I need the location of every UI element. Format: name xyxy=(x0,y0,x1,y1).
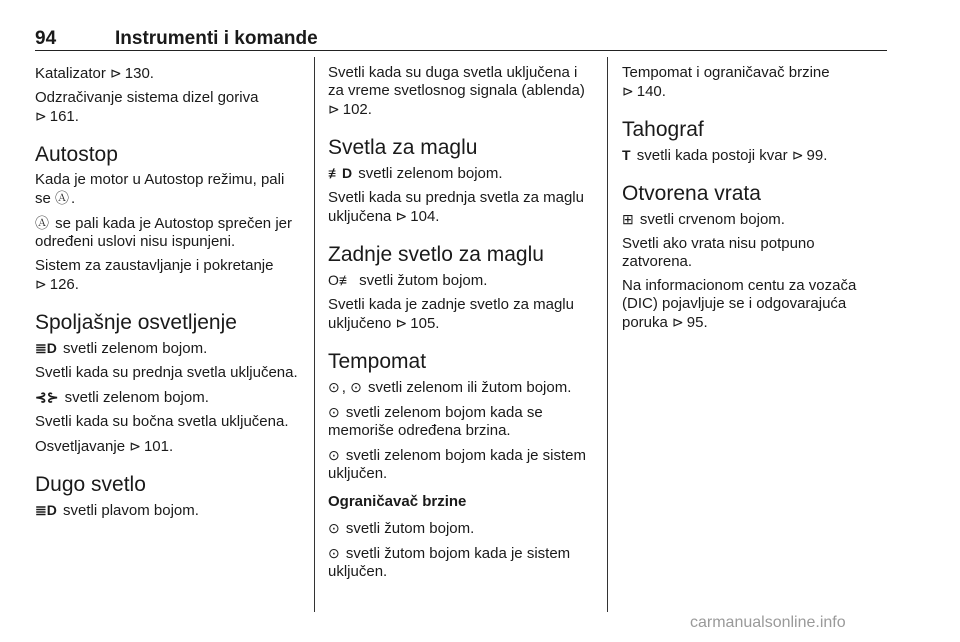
heading-autostop: Autostop xyxy=(35,143,118,166)
paragraph: ⊰⊱ svetli zelenom bojom. xyxy=(35,389,209,406)
heading-high-beam: Dugo svetlo xyxy=(35,473,146,496)
ref-arrow-icon: ⊳ xyxy=(672,314,684,330)
heading-rear-fog: Zadnje svetlo za maglu xyxy=(328,243,544,266)
page-header xyxy=(35,22,887,52)
heading-exterior-lights: Spoljašnje osvetljenje xyxy=(35,311,237,334)
column-1 xyxy=(35,64,303,526)
paragraph: ⊙ svetli zelenom bojom kada je sistem uključen. xyxy=(328,447,587,482)
heading-cruise-control: Tempomat xyxy=(328,350,427,373)
cruise-active-icon: ⊙ xyxy=(350,379,362,395)
paragraph: Na informacionom centu za vozača (DIC) pojavljuje se i odgovarajuća poruka ⊳ 95. xyxy=(622,277,857,331)
high-beam-icon: ≣D xyxy=(35,502,57,518)
column-divider xyxy=(607,57,608,612)
ref-arrow-icon: ⊳ xyxy=(328,101,340,117)
autostop-icon: Ⓐ xyxy=(55,190,70,206)
header-rule xyxy=(35,50,887,51)
paragraph: ⊙ svetli žutom bojom kada je sistem uključen. xyxy=(328,545,571,580)
paragraph: Tempomat i ograničavač brzine ⊳ 140. xyxy=(622,64,830,100)
paragraph: Odzračivanje sistema dizel goriva ⊳ 161. xyxy=(35,89,259,125)
speed-limiter-icon: ⊙ xyxy=(328,545,340,561)
paragraph: Kada je motor u Autostop režimu, pali se Ⓐ . xyxy=(35,171,285,207)
speed-limiter-icon: ⊙ xyxy=(328,520,340,536)
ref-arrow-icon: ⊳ xyxy=(791,147,804,163)
front-fog-icon: ≢D xyxy=(328,165,353,181)
heading-open-door: Otvorena vrata xyxy=(622,182,761,205)
cruise-active-icon: ⊙ xyxy=(328,447,340,463)
paragraph: Svetli kada su bočna svetla uključena. xyxy=(35,413,289,430)
paragraph: Ⓐ se pali kada je Autostop sprečen jer određeni uslovi nisu ispunjeni. xyxy=(35,215,292,250)
autostop-off-icon: Ⓐ xyxy=(35,215,49,231)
column-divider xyxy=(314,57,315,612)
ref-arrow-icon: ⊳ xyxy=(35,276,47,292)
watermark: carmanualsonline.info xyxy=(690,614,846,631)
paragraph: Svetli kada su duga svetla uključena i za vreme svetlosnog signala (ablenda) ⊳ 102. xyxy=(328,64,585,118)
ref-arrow-icon: ⊳ xyxy=(395,315,408,331)
paragraph: Osvetljavanje ⊳ 101. xyxy=(35,438,174,455)
paragraph: O≢ svetli žutom bojom. xyxy=(328,272,488,289)
paragraph: T svetli kada postoji kvar ⊳ 99. xyxy=(622,147,828,164)
paragraph: ≢D svetli zelenom bojom. xyxy=(328,165,503,182)
section-title: Instrumenti i komande xyxy=(115,28,318,49)
column-3 xyxy=(622,64,884,338)
ref-arrow-icon: ⊳ xyxy=(395,208,408,224)
paragraph: Svetli ako vrata nisu potpuno zatvorena. xyxy=(622,235,815,270)
column-2 xyxy=(328,64,596,587)
paragraph: Svetli kada su prednja svetla za maglu uključena ⊳ 104. xyxy=(328,189,584,225)
low-beam-icon: ≣D xyxy=(35,340,57,356)
paragraph: Katalizator ⊳ 130. xyxy=(35,65,154,82)
paragraph: Svetli kada je zadnje svetlo za maglu uključeno ⊳ 105. xyxy=(328,296,574,332)
door-open-icon: ⊞ xyxy=(622,211,634,227)
cruise-icon: ⊙ xyxy=(328,404,340,420)
ref-arrow-icon: ⊳ xyxy=(129,438,141,454)
paragraph: Sistem za zaustavljanje i pokretanje ⊳ 126. xyxy=(35,257,274,293)
ref-arrow-icon: ⊳ xyxy=(622,83,634,99)
subheading-speed-limiter: Ograničavač brzine xyxy=(328,493,467,510)
heading-tachograph: Tahograf xyxy=(622,118,704,141)
paragraph: ⊙ svetli žutom bojom. xyxy=(328,520,475,537)
tachograph-icon: T xyxy=(622,147,631,163)
paragraph: ≣D svetli zelenom bojom. xyxy=(35,340,208,357)
ref-arrow-icon: ⊳ xyxy=(110,65,122,81)
cruise-icon: ⊙ xyxy=(328,379,340,395)
ref-arrow-icon: ⊳ xyxy=(35,108,47,124)
paragraph: ⊙ svetli zelenom bojom kada se memoriše određena brzina. xyxy=(328,404,543,439)
side-lights-icon: ⊰⊱ xyxy=(35,389,59,405)
paragraph: ⊞ svetli crvenom bojom. xyxy=(622,211,785,228)
paragraph: ⊙ , ⊙ svetli zelenom ili žutom bojom. xyxy=(328,379,572,396)
heading-fog-lights: Svetla za maglu xyxy=(328,136,478,159)
page-number: 94 xyxy=(35,28,57,49)
paragraph: ≣D svetli plavom bojom. xyxy=(35,502,199,519)
paragraph: Svetli kada su prednja svetla uključena. xyxy=(35,364,298,381)
rear-fog-icon: O≢ xyxy=(328,272,353,288)
